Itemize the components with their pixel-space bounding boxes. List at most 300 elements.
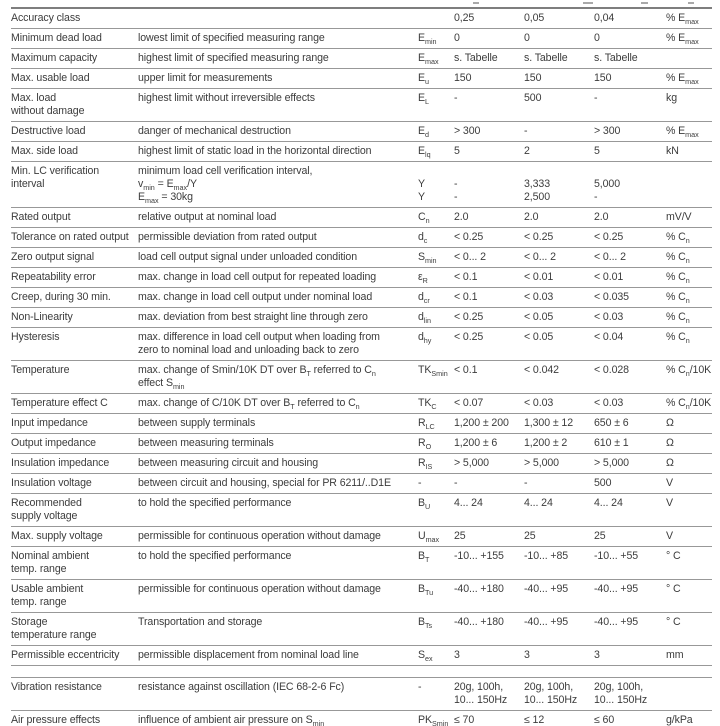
symbol-cell — [418, 311, 454, 324]
symbol-cell — [418, 530, 454, 543]
cell-line: 500 — [524, 92, 542, 104]
value-cell-3 — [594, 32, 666, 45]
value-cell-3 — [594, 681, 666, 707]
cell-line: 2.0 — [454, 211, 469, 223]
cell-line: 1,200 ± 6 — [454, 437, 498, 449]
cell-line: 10... 150Hz — [524, 694, 578, 706]
symbol-cell — [418, 251, 454, 264]
value-cell-1 — [454, 32, 524, 45]
cell-line: $U_{max}$ — [418, 530, 440, 544]
description-cell — [138, 52, 418, 65]
value-cell-3 — [594, 52, 666, 65]
cell-line: < 0.25 — [454, 331, 484, 343]
cell-line: 150 — [524, 72, 542, 84]
description-cell — [138, 649, 418, 662]
description-cell — [138, 291, 418, 304]
cell-line: influence of ambient air pressure on $S_{min}$ — [138, 714, 325, 726]
cut-header-fragment — [641, 2, 648, 4]
cell-line: < 0.05 — [524, 311, 554, 323]
parameter-cell — [11, 311, 138, 324]
cell-line: < 0.042 — [524, 364, 559, 376]
cell-line: < 0.028 — [594, 364, 629, 376]
cell-line: Tolerance on rated output — [11, 231, 129, 243]
unit-cell: V — [666, 530, 673, 542]
cell-line: $S_{ex}$ — [418, 649, 433, 663]
cell-line: 20g, 100h, — [454, 681, 504, 693]
cell-line: $B_{Ts}$ — [418, 616, 433, 630]
parameter-cell — [11, 12, 138, 25]
cell-line: 0,05 — [524, 12, 545, 24]
cell-line: - — [418, 681, 422, 693]
cell-line: temp. range — [11, 563, 67, 575]
value-cell-2 — [524, 231, 594, 244]
cell-line: -40... +180 — [454, 583, 504, 595]
value-cell-3 — [594, 649, 666, 662]
unit-cell: V — [666, 497, 673, 509]
cell-line: < 0.035 — [594, 291, 629, 303]
cell-line: -40... +95 — [594, 583, 639, 595]
table-row — [11, 613, 712, 646]
cell-line: 0 — [594, 32, 600, 44]
cell-line: 10... 150Hz — [454, 694, 508, 706]
cell-line: minimum load cell verification interval, — [138, 165, 313, 177]
value-cell-3 — [594, 291, 666, 304]
cell-line: -10... +85 — [524, 550, 569, 562]
symbol-cell — [418, 457, 454, 470]
value-cell-2 — [524, 311, 594, 324]
cell-line: Repeatability error — [11, 271, 96, 283]
cell-line: ≤ 60 — [594, 714, 615, 726]
unit-cell: Ω — [666, 457, 674, 469]
cell-line: $B_U$ — [418, 497, 431, 511]
cell-line: < 0.05 — [524, 331, 554, 343]
value-cell-2 — [524, 681, 594, 707]
parameter-cell — [11, 251, 138, 264]
table-row — [11, 208, 712, 228]
value-cell-3 — [594, 397, 666, 410]
value-cell-2 — [524, 211, 594, 224]
value-cell-3 — [594, 125, 666, 138]
cell-line: Vibration resistance — [11, 681, 102, 693]
value-cell-2 — [524, 125, 594, 138]
cell-line: Usable ambient — [11, 583, 84, 595]
cell-line: < 0.01 — [594, 271, 624, 283]
table-row — [11, 527, 712, 547]
cell-line: $\varepsilon_R$ — [418, 271, 428, 285]
cell-line: 5 — [454, 145, 460, 157]
unit-cell: V — [666, 477, 673, 489]
description-cell — [138, 125, 418, 138]
cell-line — [524, 165, 594, 178]
cell-line: 3 — [454, 649, 460, 661]
table-row — [11, 228, 712, 248]
cell-line: highest limit of static load in the horizontal direction — [138, 145, 372, 157]
cell-line: 25 — [594, 530, 606, 542]
table-row — [11, 268, 712, 288]
cell-line: $v_{min} = E_{max}/Y$ — [138, 178, 197, 192]
cell-line: lowest limit of specified measuring range — [138, 32, 325, 44]
cell-line — [418, 165, 454, 178]
value-cell-1 — [454, 583, 524, 609]
value-cell-3 — [594, 417, 666, 430]
parameter-cell — [11, 72, 138, 85]
cell-line: 2.0 — [594, 211, 609, 223]
cell-line: - — [594, 191, 598, 203]
cell-line: Max. side load — [11, 145, 78, 157]
cell-line: < 0.25 — [594, 231, 624, 243]
table-row — [11, 678, 712, 711]
cell-line: 0 — [524, 32, 530, 44]
parameter-cell — [11, 649, 138, 662]
value-cell-3 — [594, 497, 666, 523]
unit-cell: g/kPa — [666, 714, 693, 726]
table-row — [11, 580, 712, 613]
description-cell — [138, 231, 418, 244]
cell-line: < 0.25 — [454, 231, 484, 243]
table-row — [11, 89, 712, 122]
unit-cell: % $E_{max}$ — [666, 32, 699, 46]
cell-line: between supply terminals — [138, 417, 256, 429]
cell-line: Output impedance — [11, 437, 96, 449]
cell-line: effect $S_{min}$ — [138, 377, 185, 391]
symbol-cell — [418, 649, 454, 662]
parameter-cell — [11, 145, 138, 158]
cut-header-fragment — [688, 2, 694, 4]
value-cell-3 — [594, 583, 666, 609]
cell-line: without damage — [11, 105, 85, 117]
description-cell — [138, 583, 418, 609]
symbol-cell — [418, 125, 454, 138]
cell-line: 4... 24 — [594, 497, 623, 509]
unit-cell: % $E_{max}$ — [666, 12, 699, 26]
parameter-cell — [11, 291, 138, 304]
value-cell-1 — [454, 550, 524, 576]
cell-line: 3 — [524, 649, 530, 661]
cell-line: Zero output signal — [11, 251, 95, 263]
value-cell-2 — [524, 364, 594, 390]
parameter-cell — [11, 530, 138, 543]
symbol-cell — [418, 165, 454, 204]
cell-line: resistance against oscillation (IEC 68-2-6 Fc) — [138, 681, 345, 693]
unit-cell: Ω — [666, 417, 674, 429]
cell-line: danger of mechanical destruction — [138, 125, 291, 137]
value-cell-1 — [454, 397, 524, 410]
cell-line: > 300 — [454, 125, 481, 137]
value-cell-2 — [524, 530, 594, 543]
value-cell-2 — [524, 72, 594, 85]
table-row — [11, 248, 712, 268]
value-cell-1 — [454, 649, 524, 662]
description-cell — [138, 497, 418, 523]
value-cell-3 — [594, 364, 666, 390]
cell-line: - — [594, 92, 598, 104]
cell-line: $R_{IS}$ — [418, 457, 433, 471]
cell-line: Air pressure effects — [11, 714, 101, 726]
table-row — [11, 9, 712, 29]
table-row — [11, 29, 712, 49]
description-cell — [138, 714, 418, 726]
value-cell-1 — [454, 72, 524, 85]
unit-cell: mm — [666, 649, 684, 661]
cell-line: - — [524, 477, 528, 489]
cell-line: Transportation and storage — [138, 616, 263, 628]
cell-line: Storage — [11, 616, 48, 628]
parameter-cell — [11, 32, 138, 45]
cell-line: - — [454, 178, 458, 190]
table-row — [11, 361, 712, 394]
unit-cell — [666, 52, 712, 65]
description-cell — [138, 364, 418, 390]
cell-line: - — [524, 125, 528, 137]
cell-line: -40... +95 — [594, 616, 639, 628]
parameter-cell — [11, 417, 138, 430]
value-cell-1 — [454, 681, 524, 707]
cell-line: -40... +180 — [454, 616, 504, 628]
cell-line: -40... +95 — [524, 583, 569, 595]
description-cell — [138, 477, 418, 490]
value-cell-1 — [454, 364, 524, 390]
cell-line: supply voltage — [11, 510, 78, 522]
value-cell-3 — [594, 251, 666, 264]
value-cell-2 — [524, 397, 594, 410]
cell-line: permissible deviation from rated output — [138, 231, 317, 243]
table-row — [11, 494, 712, 527]
cell-line: < 0... 2 — [594, 251, 626, 263]
description-cell — [138, 72, 418, 85]
cell-line: upper limit for measurements — [138, 72, 273, 84]
parameter-cell — [11, 437, 138, 450]
spec-table — [11, 7, 712, 726]
symbol-cell — [418, 32, 454, 45]
cell-line: Recommended — [11, 497, 82, 509]
unit-cell: Ω — [666, 437, 674, 449]
cell-line: 3 — [594, 649, 600, 661]
description-cell — [138, 457, 418, 470]
cell-line: $E_{lq}$ — [418, 145, 431, 159]
description-cell — [138, 32, 418, 45]
cell-line: 4... 24 — [454, 497, 483, 509]
value-cell-3 — [594, 530, 666, 543]
value-cell-1 — [454, 125, 524, 138]
cell-line: > 5,000 — [524, 457, 559, 469]
parameter-cell — [11, 457, 138, 470]
value-cell-2 — [524, 437, 594, 450]
cell-line: < 0.03 — [524, 291, 554, 303]
value-cell-3 — [594, 92, 666, 118]
symbol-cell — [418, 497, 454, 523]
cell-line: < 0.1 — [454, 271, 478, 283]
unit-cell — [666, 165, 712, 204]
symbol-cell — [418, 550, 454, 576]
cell-line: Creep, during 30 min. — [11, 291, 111, 303]
unit-cell: % $C_n$ — [666, 251, 690, 265]
unit-cell: % $C_n$ — [666, 271, 690, 285]
unit-cell: ° C — [666, 616, 681, 628]
cell-line: 610 ± 1 — [594, 437, 629, 449]
cell-line: $C_n$ — [418, 211, 430, 225]
value-cell-1 — [454, 437, 524, 450]
cell-line: - — [454, 191, 458, 203]
symbol-cell — [418, 12, 454, 25]
cell-line: < 0.04 — [594, 331, 624, 343]
value-cell-2 — [524, 497, 594, 523]
value-cell-3 — [594, 714, 666, 726]
value-cell-1 — [454, 52, 524, 65]
symbol-cell — [418, 477, 454, 490]
parameter-cell — [11, 271, 138, 284]
value-cell-1 — [454, 92, 524, 118]
symbol-cell — [418, 714, 454, 726]
symbol-cell — [418, 331, 454, 357]
parameter-cell — [11, 497, 138, 523]
value-cell-1 — [454, 271, 524, 284]
cell-line: s. Tabelle — [454, 52, 498, 64]
cell-line: $E_L$ — [418, 92, 429, 106]
table-row — [11, 646, 712, 666]
description-cell — [138, 251, 418, 264]
value-cell-1 — [454, 616, 524, 642]
value-cell-3 — [594, 231, 666, 244]
cell-line: $B_T$ — [418, 550, 430, 564]
cell-line: $d_{cr}$ — [418, 291, 430, 305]
value-cell-1 — [454, 231, 524, 244]
cell-line: $PK_{Smin}$ — [418, 714, 449, 726]
symbol-cell — [418, 291, 454, 304]
symbol-cell — [418, 231, 454, 244]
cell-line: 150 — [454, 72, 472, 84]
value-cell-1 — [454, 12, 524, 25]
cell-line: Temperature — [11, 364, 70, 376]
unit-cell: % $E_{max}$ — [666, 72, 699, 86]
value-cell-2 — [524, 550, 594, 576]
cell-line: < 0.03 — [524, 397, 554, 409]
cell-line: 25 — [524, 530, 536, 542]
parameter-cell — [11, 397, 138, 410]
cell-line: highest limit without irreversible effects — [138, 92, 315, 104]
symbol-cell — [418, 616, 454, 642]
description-cell — [138, 12, 418, 25]
parameter-cell — [11, 681, 138, 707]
cell-line: 2 — [524, 145, 530, 157]
cell-line: Insulation voltage — [11, 477, 92, 489]
unit-cell: ° C — [666, 583, 681, 595]
cell-line: max. difference in load cell output when loading from — [138, 331, 380, 343]
cell-line: 5,000 — [594, 178, 621, 190]
table-row — [11, 414, 712, 434]
cell-line: max. deviation from best straight line through zero — [138, 311, 368, 323]
cell-line: > 5,000 — [594, 457, 629, 469]
description-cell — [138, 311, 418, 324]
value-cell-1 — [454, 497, 524, 523]
value-cell-2 — [524, 92, 594, 118]
cell-line: 2.0 — [524, 211, 539, 223]
cell-line: $E_d$ — [418, 125, 429, 139]
cell-line: - — [454, 477, 458, 489]
cell-line: load cell output signal under unloaded condition — [138, 251, 358, 263]
cell-line — [594, 165, 666, 178]
value-cell-2 — [524, 251, 594, 264]
cell-line: $R_O$ — [418, 437, 432, 451]
value-cell-2 — [524, 32, 594, 45]
cell-line: temperature range — [11, 629, 97, 641]
value-cell-2 — [524, 52, 594, 65]
table-row — [11, 308, 712, 328]
parameter-cell — [11, 616, 138, 642]
cell-line: -10... +55 — [594, 550, 639, 562]
cell-line: Y — [418, 191, 425, 203]
cell-line: 4... 24 — [524, 497, 553, 509]
cell-line: < 0... 2 — [524, 251, 556, 263]
cell-line: 650 ± 6 — [594, 417, 629, 429]
cell-line: $TK_C$ — [418, 397, 437, 411]
cell-line: interval — [11, 178, 45, 190]
cell-line: $E_{max} = 30kg$ — [138, 191, 193, 205]
parameter-cell — [11, 331, 138, 357]
cell-line: - — [418, 477, 422, 489]
cell-line: $S_{min}$ — [418, 251, 437, 265]
cell-line: 5 — [594, 145, 600, 157]
value-cell-3 — [594, 616, 666, 642]
unit-cell: % $C_n$ — [666, 231, 690, 245]
unit-cell: % $C_n$ — [666, 291, 690, 305]
cell-line: 0 — [454, 32, 460, 44]
cell-line: 20g, 100h, — [524, 681, 574, 693]
cell-line: permissible for continuous operation without damage — [138, 583, 381, 595]
cell-line: $E_u$ — [418, 72, 429, 86]
parameter-cell — [11, 165, 138, 204]
value-cell-1 — [454, 477, 524, 490]
parameter-cell — [11, 477, 138, 490]
description-cell — [138, 165, 418, 204]
value-cell-3 — [594, 477, 666, 490]
unit-cell: % $C_n/10K$ — [666, 397, 712, 411]
cell-line: $E_{min}$ — [418, 32, 437, 46]
value-cell-2 — [524, 649, 594, 662]
symbol-cell — [418, 681, 454, 707]
value-cell-1 — [454, 311, 524, 324]
description-cell — [138, 397, 418, 410]
value-cell-3 — [594, 72, 666, 85]
description-cell — [138, 271, 418, 284]
cell-line: 25 — [454, 530, 466, 542]
cut-header-fragment — [583, 2, 593, 4]
description-cell — [138, 530, 418, 543]
cell-line: 150 — [594, 72, 612, 84]
cell-line: temp. range — [11, 596, 67, 608]
cell-line: 1,300 ± 12 — [524, 417, 573, 429]
cell-line: 1,200 ± 2 — [524, 437, 568, 449]
value-cell-2 — [524, 477, 594, 490]
description-cell — [138, 145, 418, 158]
cell-line: max. change in load cell output for repeated loading — [138, 271, 377, 283]
value-cell-3 — [594, 211, 666, 224]
cell-line: < 0.25 — [454, 311, 484, 323]
cell-line: $B_{Tu}$ — [418, 583, 434, 597]
cell-line: s. Tabelle — [524, 52, 568, 64]
cell-line: highest limit of specified measuring range — [138, 52, 329, 64]
table-row — [11, 288, 712, 308]
cell-line: 2,500 — [524, 191, 551, 203]
cell-line: between measuring terminals — [138, 437, 274, 449]
cell-line: $d_{hy}$ — [418, 331, 432, 345]
unit-cell — [666, 681, 712, 707]
value-cell-2 — [524, 291, 594, 304]
table-row — [11, 162, 712, 208]
cell-line: Minimum dead load — [11, 32, 102, 44]
value-cell-1 — [454, 530, 524, 543]
value-cell-2 — [524, 145, 594, 158]
cell-line: ≤ 70 — [454, 714, 475, 726]
